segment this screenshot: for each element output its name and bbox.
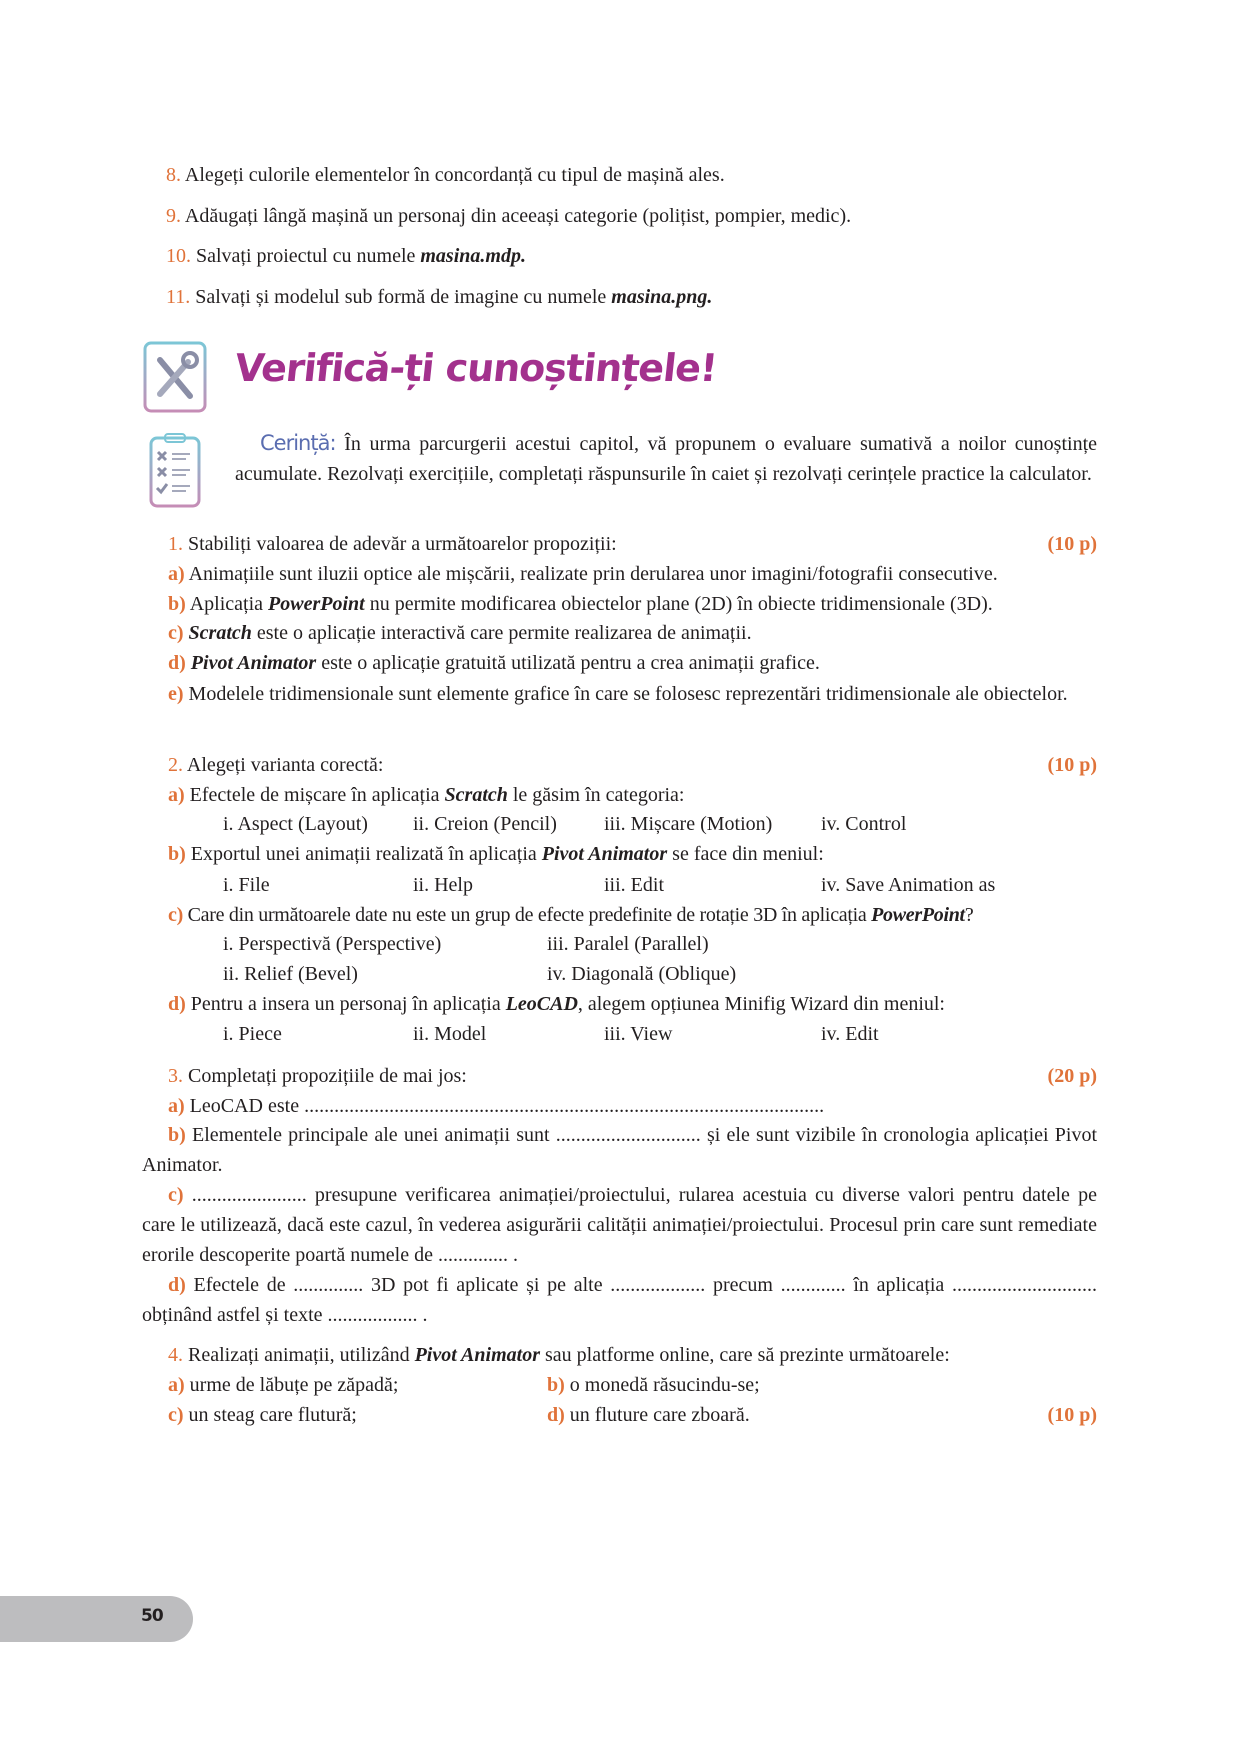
q4-item: b) o monedă răsucindu-se; [547, 1374, 760, 1396]
requirement-paragraph: Cerință: În urma parcurgerii acestui capitol, vă propunem o evaluare sumativă a noilor cunoștințe acumulate. Rezolvați exercițiile, completați răspunsurile în caiet și rezolvați cerințele practice la calculator. [235, 431, 1098, 485]
q2-d-opt: iv. Edit [821, 1023, 879, 1045]
q2-c-opt: i. Perspectivă (Perspective) [223, 933, 442, 955]
q2-d: d) Pentru a insera un personaj în aplicația LeoCAD, alegem opțiunea Minifig Wizard din meniul: [168, 993, 945, 1015]
q4-item: d) un fluture care zboară. [547, 1404, 750, 1426]
step-10: 10. Salvați proiectul cu numele masina.mdp. [166, 245, 526, 267]
q2-a-opt: iv. Control [821, 813, 907, 835]
q1-b: b) Aplicația PowerPoint nu permite modificarea obiectelor plane (2D) în obiecte tridimensionale (3D). [168, 593, 993, 615]
q2-heading: 2. Alegeți varianta corectă: [168, 754, 384, 776]
q1-points: (10 p) [1047, 533, 1097, 555]
page-number-tab [0, 1596, 193, 1642]
q2-b-opt: ii. Help [413, 874, 473, 896]
q3-points: (20 p) [1047, 1065, 1097, 1087]
q2-d-opt: iii. View [604, 1023, 673, 1045]
q2-d-opt: i. Piece [223, 1023, 282, 1045]
q4-heading: 4. Realizați animații, utilizând Pivot Animator sau platforme online, care să prezinte următoarele: [168, 1344, 950, 1366]
q2-b-opt: iii. Edit [604, 874, 664, 896]
page-number: 50 [141, 1606, 163, 1626]
q1-a: a) Animațiile sunt iluzii optice ale mișcării, realizate prin derularea unor imagini/fotografii consecutive. [168, 563, 998, 585]
step-11: 11. Salvați și modelul sub formă de imagine cu numele masina.png. [166, 286, 713, 308]
q2-c-opt: iii. Paralel (Parallel) [547, 933, 709, 955]
step-8: 8. Alegeți culorile elementelor în concordanță cu tipul de mașină ales. [166, 164, 725, 186]
q2-b: b) Exportul unei animații realizată în aplicația Pivot Animator se face din meniul: [168, 843, 824, 865]
section-title: Verifică-ți cunoștințele! [232, 346, 719, 390]
q4-item: c) un steag care flutură; [168, 1404, 357, 1426]
q1-d: d) Pivot Animator este o aplicație gratuită utilizată pentru a crea animații grafice. [168, 652, 820, 674]
checklist-icon [148, 432, 202, 510]
q4-item: a) urme de lăbuțe pe zăpadă; [168, 1374, 399, 1396]
q2-d-opt: ii. Model [413, 1023, 487, 1045]
q2-b-opt: i. File [223, 874, 270, 896]
q1-heading: 1. Stabiliți valoarea de adevăr a următoarelor propoziții: [168, 533, 617, 555]
q2-c: c) Care din următoarele date nu este un grup de efecte predefinite de rotație 3D în aplicația PowerPoint? [168, 904, 974, 926]
q2-c-opt: iv. Diagonală (Oblique) [547, 963, 737, 985]
q2-a: a) Efectele de mișcare în aplicația Scratch le găsim în categoria: [168, 784, 685, 806]
q3-d: d) Efectele de .............. 3D pot fi aplicate și pe alte ................... precum ............. în aplicația ............................. obținând astfel și texte .................. . [142, 1274, 1098, 1326]
q2-b-opt: iv. Save Animation as [821, 874, 996, 896]
q2-a-opt: iii. Mișcare (Motion) [604, 813, 773, 835]
q3-heading: 3. Completați propozițiile de mai jos: [168, 1065, 467, 1087]
q2-points: (10 p) [1047, 754, 1097, 776]
q1-c: c) Scratch este o aplicație interactivă care permite realizarea de animații. [168, 622, 752, 644]
q2-c-opt: ii. Relief (Bevel) [223, 963, 358, 985]
q2-a-opt: ii. Creion (Pencil) [413, 813, 557, 835]
q3-c: c) ....................... presupune verificarea animației/proiectului, rularea acestuia cu diverse valori pentru datele pe care le utilizează, dacă este cazul, în vederea asigurării calității animației/proiectului. Procesul prin care sunt remediate erorile descoperite poartă numele de .............. . [142, 1184, 1097, 1266]
q1-e: e) Modelele tridimensionale sunt elemente grafice în care se folosesc reprezentări tridimensionale ale obiectelor. [168, 683, 1068, 705]
q2-a-opt: i. Aspect (Layout) [223, 813, 368, 835]
q4-points: (10 p) [1047, 1404, 1097, 1426]
tools-icon [142, 340, 208, 414]
q3-b: b) Elementele principale ale unei animații sunt ............................. și ele sunt vizibile în cronologia aplicației Pivot Animator. [142, 1124, 1098, 1176]
step-9: 9. Adăugați lângă mașină un personaj din aceeași categorie (polițist, pompier, medic). [166, 205, 852, 227]
q3-a: a) LeoCAD este ........................................................................................................ [168, 1095, 825, 1117]
